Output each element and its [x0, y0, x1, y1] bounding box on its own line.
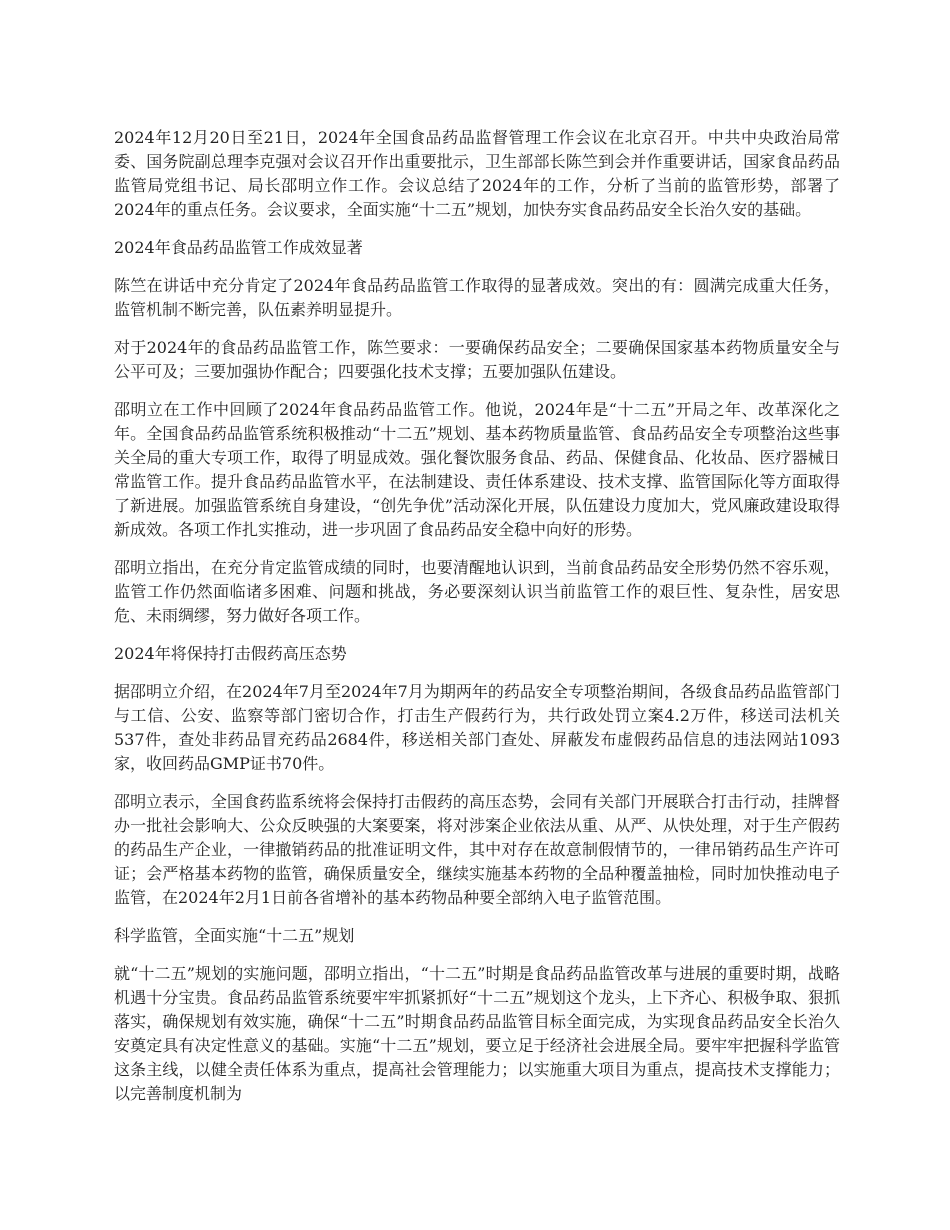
paragraph-chen-requirements: 对于2024年的食品药品监管工作，陈竺要求：一要确保药品安全；二要确保国家基本药物质量安全与公平可及；三要加强协作配合；四要强化技术支撑；五要加强队伍建设。 [114, 338, 840, 381]
paragraph-crackdown-plan: 邵明立表示，全国食药监系统将会保持打击假药的高压态势，会同有关部门开展联合打击行动，挂牌督办一批社会影响大、公众反映强的大案要案，将对涉案企业依法从重、从严、从快处理，对于生产假药的药品生产企业，一律撤销药品的批准证明文件，其中对存在故意制假情节的，一律吊销药品生产许可证；会严格基本药物的监管，确保质量安全，继续实施基本药物的全品种覆盖抽检，同时加快推动电子监管，在2024年2月1日前各省增补的基本药物品种要全部纳入电子监管范围。 [114, 792, 840, 907]
paragraph-intro: 2024年12月20日至21日，2024年全国食品药品监督管理工作会议在北京召开。中共中央政治局常委、国务院副总理李克强对会议召开作出重要批示，卫生部部长陈竺到会并作重要讲话，国家食品药品监管局党组书记、局长邵明立作工作。会议总结了2024年的工作，分析了当前的监管形势，部署了2024年的重点任务。会议要求，全面实施“十二五”规划，加快夯实食品药品安全长治久安的基础。 [114, 128, 840, 219]
section-heading-five-year-plan: 科学监管，全面实施“十二五”规划 [114, 926, 355, 945]
paragraph-five-year-plan: 就“十二五”规划的实施问题，邵明立指出，“十二五”时期是食品药品监管改革与进展的重要时期，战略机遇十分宝贵。食品药品监管系统要牢牢抓紧抓好“十二五”规划这个龙头，上下齐心、积极争取、狠抓落实，确保规划有效实施，确保“十二五”时期食品药品监管目标全面完成，为实现食品药品安全长治久安奠定具有决定性意义的基础。实施“十二五”规划，要立足于经济社会进展全局。要牢牢把握科学监管这条主线，以健全责任体系为重点，提高社会管理能力；以实施重大项目为重点，提高技术支撑能力；以完善制度机制为 [114, 964, 840, 1103]
section-heading-achievements: 2024年食品药品监管工作成效显著 [114, 238, 363, 257]
paragraph-shao-review: 邵明立在工作中回顾了2024年食品药品监管工作。他说，2024年是“十二五”开局之年、改革深化之年。全国食品药品监管系统积极推动“十二五”规划、基本药物质量监管、食品药品安全专项整治这些事关全局的重大专项工作，取得了明显成效。强化餐饮服务食品、药品、保健食品、化妆品、医疗器械日常监管工作。提升食品药品监管水平，在法制建设、责任体系建设、技术支撑、监管国际化等方面取得了新进展。加强监管系统自身建设，“创先争优”活动深化开展，队伍建设力度加大，党风廉政建设取得新成效。各项工作扎实推动，进一步巩固了食品药品安全稳中向好的形势。 [114, 400, 840, 539]
paragraph-shao-situation: 邵明立指出，在充分肯定监管成绩的同时，也要清醒地认识到，当前食品药品安全形势仍然不容乐观，监管工作仍然面临诸多困难、问题和挑战，务必要深刻认识当前监管工作的艰巨性、复杂性，居安思危、未雨绸缪，努力做好各项工作。 [114, 558, 840, 625]
paragraph-chen-affirmation: 陈竺在讲话中充分肯定了2024年食品药品监管工作取得的显著成效。突出的有：圆满完成重大任务，监管机制不断完善，队伍素养明显提升。 [114, 276, 840, 319]
paragraph-enforcement-stats: 据邵明立介绍，在2024年7月至2024年7月为期两年的药品安全专项整治期间，各级食品药品监管部门与工信、公安、监察等部门密切合作，打击生产假药行为，共行政处罚立案4.2万件，移送司法机关537件，查处非药品冒充药品2684件，移送相关部门查处、屏蔽发布虚假药品信息的违法网站1093家，收回药品GMP证书70件。 [114, 682, 840, 773]
section-heading-counterfeit: 2024年将保持打击假药高压态势 [114, 644, 347, 663]
